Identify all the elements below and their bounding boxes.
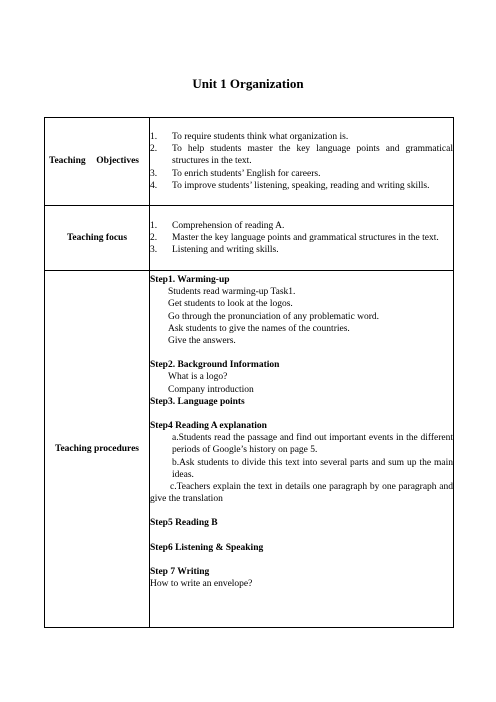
list-item: 3. To enrich students’ English for careers. [150, 168, 321, 179]
list-item: 2. To help students master the key language points and grammatical structures in the text. [150, 144, 453, 167]
objectives-label-left: Teaching [49, 156, 86, 167]
procedures-content [150, 271, 454, 628]
step4-item-b: b.Ask students to divide this text into several parts and sum up the main ideas. [172, 457, 453, 480]
objectives-label [45, 118, 150, 206]
step7-line: How to write an envelope? [150, 579, 253, 590]
step1-line: Students read warming-up Task1. [168, 287, 296, 298]
list-item: 4. To improve students’ listening, speaking, reading and writing skills. [150, 180, 430, 191]
procedures-label: Teaching procedures [45, 271, 150, 628]
focus-label: Teaching focus [45, 206, 150, 271]
list-item: 2. Master the key language points and grammatical structures in the text. [150, 232, 439, 243]
procedures-row [45, 271, 454, 628]
page-title: Unit 1 Organization [192, 76, 304, 91]
objectives-label-right: Objectives [96, 156, 139, 167]
step5-heading: Step5 Reading B [150, 518, 218, 529]
step6-heading: Step6 Listening & Speaking [150, 542, 264, 553]
list-item: 3. Listening and writing skills. [150, 245, 279, 256]
list-item: 1. To require students think what organization is. [150, 131, 349, 142]
step2-line: What is a logo? [168, 372, 228, 383]
step1-line: Go through the pronunciation of any problematic word. [168, 311, 380, 322]
focus-content [150, 206, 454, 271]
step1-line: Ask students to give the names of the countries. [168, 323, 350, 334]
list-item: 1. Comprehension of reading A. [150, 220, 285, 231]
step4-item-c: c.Teachers explain the text in details one paragraph by one paragraph and give the translation [150, 482, 453, 505]
step2-heading: Step2. Background Information [150, 360, 280, 371]
lesson-plan-table [44, 117, 454, 628]
step2-line: Company introduction [168, 384, 254, 395]
step1-heading: Step1. Warming-up [150, 275, 230, 285]
focus-row [45, 206, 454, 271]
objectives-row [45, 118, 454, 206]
step4-item-a: a.Students read the passage and find out important events in the different periods of Google’s history on page 5. [172, 433, 453, 456]
objectives-list [150, 131, 453, 192]
step3-heading: Step3. Language points [150, 396, 245, 407]
focus-list [150, 220, 453, 257]
step7-heading: Step 7 Writing [150, 566, 210, 577]
step4-heading: Step4 Reading A explanation [150, 421, 267, 432]
step1-line: Get students to look at the logos. [168, 299, 293, 310]
step1-line: Give the answers. [168, 336, 236, 347]
objectives-content [150, 118, 454, 206]
